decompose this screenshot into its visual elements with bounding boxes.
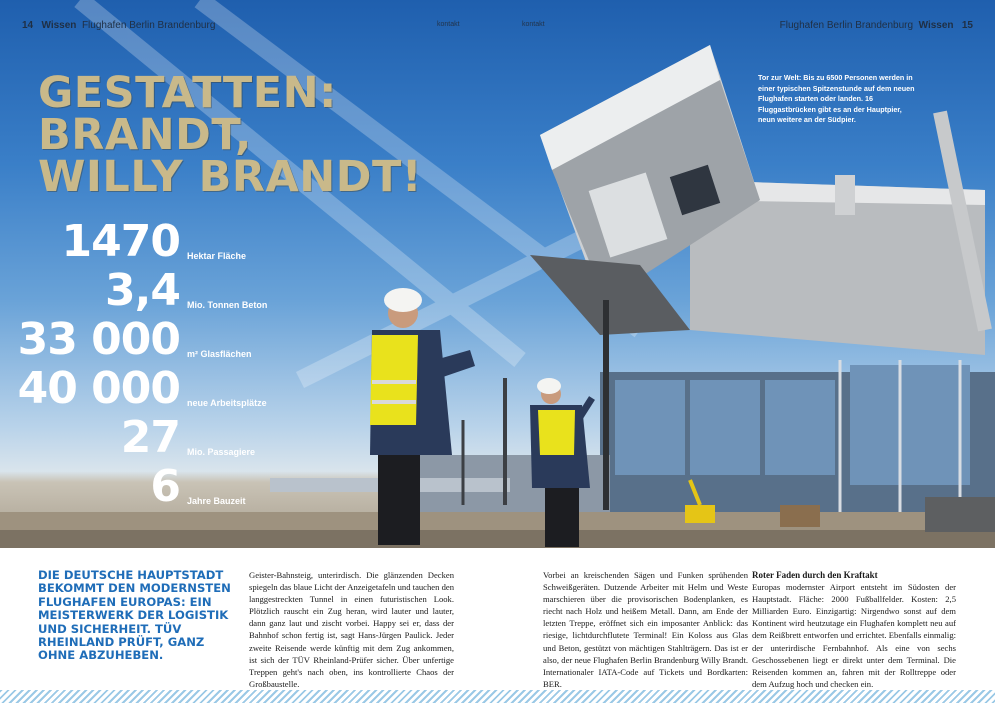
page-folio-right xyxy=(780,20,973,31)
headline-line-3: WILLY BRANDT! xyxy=(38,152,422,202)
body-column-3 xyxy=(752,569,956,690)
stat-value: 27 xyxy=(120,412,180,463)
stat-label: Mio. Tonnen Beton xyxy=(187,300,268,310)
stat-label: Mio. Passagiere xyxy=(187,447,256,457)
page-number-right: 15 xyxy=(961,20,973,31)
kontakt-label-left: kontakt xyxy=(437,21,460,28)
stat-label: Hektar Fläche xyxy=(187,251,247,261)
page-folio-left xyxy=(22,20,215,31)
bottom-stripe xyxy=(0,690,995,703)
stat-item xyxy=(0,365,340,415)
stat-value: 3,4 xyxy=(105,265,180,316)
stat-label: m² Glasflächen xyxy=(187,349,252,359)
stat-value: 33 000 xyxy=(17,314,180,365)
photo-caption: Tor zur Welt: Bis zu 6500 Personen werden in einer typischen Spitzenstunde auf dem neuen Flughafen starten oder landen. 16 Fluggastbrücken gibt es an der Hauptpier, neun weitere an der Südpier. xyxy=(758,73,915,124)
stat-value: 40 000 xyxy=(17,363,180,414)
stat-label: Jahre Bauzeit xyxy=(187,496,246,506)
column-3-text: Europas modernster Airport entsteht im Südosten der Hauptstadt. Fläche: 2000 Fußballfelder. Kosten: 2,5 Milliarden Euro. Einzigartig: Nirgendwo sonst auf dem Kontinent wird heutzutage ein Flughafen komplett neu auf dem Reißbrett entworfen und errichtet. Ebenfalls einmalig: der unterirdische Fernbahnhof. Als eine von sechs Geschossebenen liegt er direkt unter dem Terminal. Die Reisenden kommen an, fahren mit der Rolltreppe oder dem Aufzug hoch und checken ein. xyxy=(752,582,956,689)
body-column-1: Geister-Bahnsteig, unterirdisch. Die glänzenden Decken spiegeln das blaue Licht der Anzeigetafeln und tauchen den langgestreckten Tunnel in einen futuristischen Look. Plötzlich rauscht ein Zug heran, wird lauter und lauter, dann ganz laut und zischt vorbei. Happy sei er, dass der Bahnhof schon fertig ist, sagt Hans-Jürgen Paulick. Jeder zweite Reisende werde künftig mit dem Zug ankommen, ist sich der TÜV Rheinland-Prüfer sicher. Über unfertige Treppen geht's nach oben, ins kontrollierte Chaos der Großbaustelle. xyxy=(249,570,454,689)
body-column-2: Vorbei an kreischenden Sägen und Funken sprühenden Schweißgeräten. Dutzende Arbeiter mit Helm und Weste marschieren über die provisorischen Bodenplanken, es riecht nach Holz und heißem Metall. Dann, am Ende der letzten Treppe, eröffnet sich ein imposanter Anblick: das riesige, lichtdurchflutete Terminal! Ein Koloss aus Glas und Beton, gestützt von mächtigen Stahlträgern. Das ist er also, der neue Flughafen Berlin Brandenburg Willy Brandt. Internationaler IATA-Code auf Tickets und Bordkarten: BER. xyxy=(543,570,748,689)
section-label-left: Wissen xyxy=(41,20,77,31)
stat-label: neue Arbeitsplätze xyxy=(187,398,267,408)
magazine-title-right: Flughafen Berlin Brandenburg xyxy=(779,20,914,31)
headline-line-1: GESTATTEN: xyxy=(38,68,337,118)
kontakt-label-right: kontakt xyxy=(522,21,545,28)
page-number-left: 14 xyxy=(22,20,34,31)
stat-value: 1470 xyxy=(61,216,180,267)
headline xyxy=(38,68,422,202)
stat-value: 6 xyxy=(150,461,180,512)
section-label-right: Wissen xyxy=(918,20,954,31)
stat-item xyxy=(0,463,340,513)
magazine-title-left: Flughafen Berlin Brandenburg xyxy=(81,20,216,31)
stat-item xyxy=(0,267,340,317)
stat-item xyxy=(0,414,340,464)
stat-item xyxy=(0,316,340,366)
headline-line-2: BRANDT, xyxy=(38,110,252,160)
stat-item xyxy=(0,218,340,268)
lede-text: DIE DEUTSCHE HAUPTSTADT BEKOMMT DEN MODERNSTEN FLUGHAFEN EUROPAS: EIN MEISTERWERK DER LOGISTIK UND SICHERHEIT. TÜV RHEINLAND PRÜFT, GANZ OHNE ABZUHEBEN. xyxy=(38,568,231,663)
column-subheading: Roter Faden durch den Kraftakt xyxy=(752,570,878,580)
